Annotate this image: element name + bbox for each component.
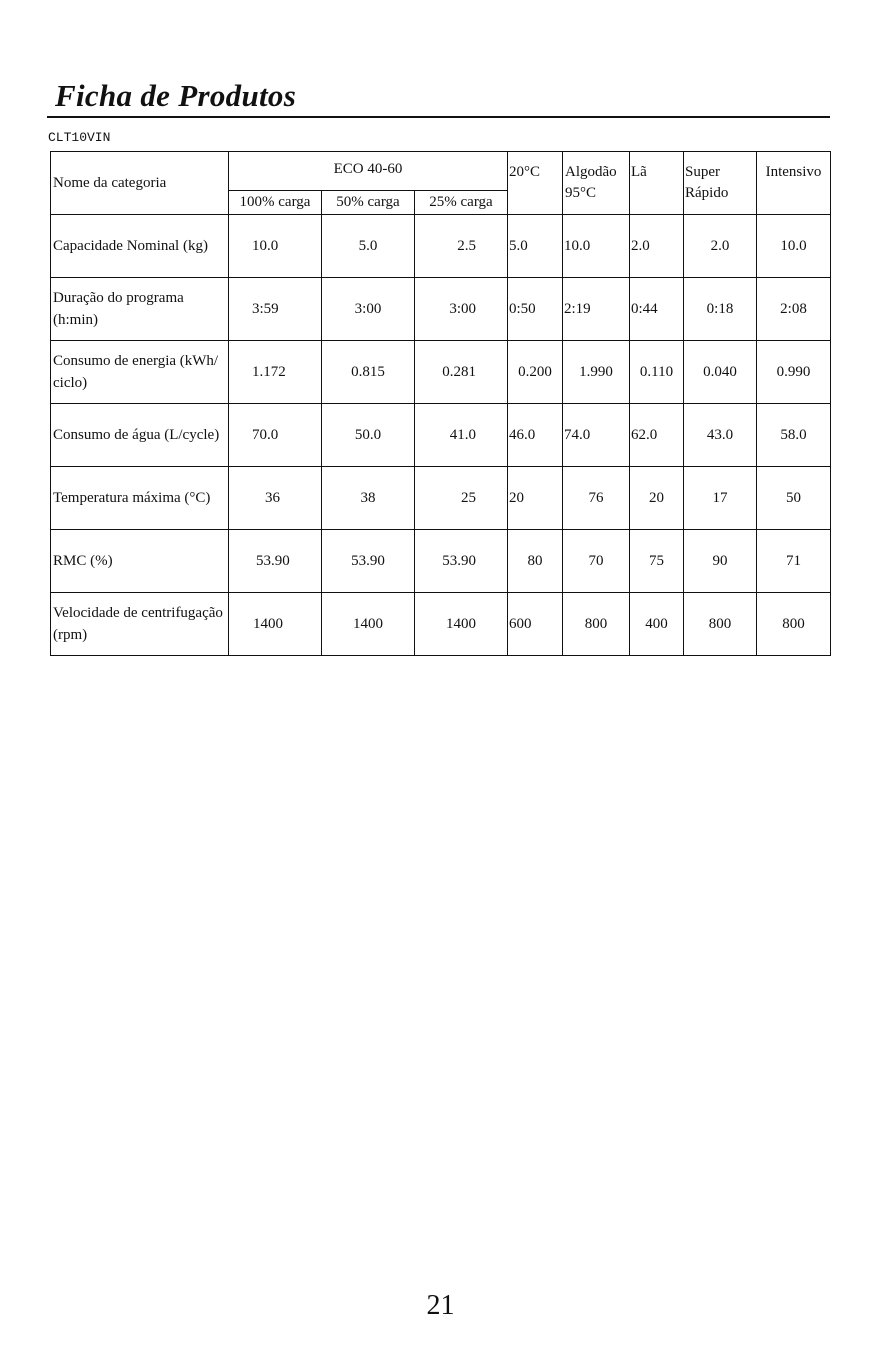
table-cell: 70.0 <box>229 404 322 467</box>
table-cell: 70 <box>563 530 630 593</box>
table-cell: 1.990 <box>563 341 630 404</box>
table-cell: 75 <box>630 530 684 593</box>
row-label: Velocidade de centrifugação (rpm) <box>51 593 229 656</box>
program-header-intensivo: Intensivo <box>757 152 831 215</box>
table-cell: 5.0 <box>322 215 415 278</box>
program-header-super-rapido: Super Rápido <box>684 152 757 215</box>
header-row <box>51 152 831 191</box>
table-cell: 53.90 <box>415 530 508 593</box>
table-cell: 3:59 <box>229 278 322 341</box>
table-cell: 2.5 <box>415 215 508 278</box>
table-cell: 0.815 <box>322 341 415 404</box>
eco-header: ECO 40-60 <box>229 152 508 191</box>
table-row <box>51 404 831 467</box>
table-cell: 5.0 <box>508 215 563 278</box>
page-title: Ficha de Produtos <box>55 78 297 113</box>
table-cell: 53.90 <box>229 530 322 593</box>
program-header-la: Lã <box>630 152 684 215</box>
table-cell: 0:44 <box>630 278 684 341</box>
table-cell: 0:18 <box>684 278 757 341</box>
category-header: Nome da categoria <box>51 152 229 215</box>
table-cell: 43.0 <box>684 404 757 467</box>
row-label: Consumo de energia (kWh/ ciclo) <box>51 341 229 404</box>
table-cell: 76 <box>563 467 630 530</box>
table-cell: 50 <box>757 467 831 530</box>
table-cell: 46.0 <box>508 404 563 467</box>
title-underline <box>47 116 830 118</box>
page-number: 21 <box>426 1290 455 1321</box>
table-cell: 17 <box>684 467 757 530</box>
table-cell: 2.0 <box>684 215 757 278</box>
table-cell: 90 <box>684 530 757 593</box>
table-cell: 1400 <box>322 593 415 656</box>
table-cell: 400 <box>630 593 684 656</box>
table-cell: 10.0 <box>757 215 831 278</box>
table-cell: 800 <box>563 593 630 656</box>
table-cell: 2.0 <box>630 215 684 278</box>
product-spec-table <box>50 151 831 656</box>
table-row <box>51 278 831 341</box>
table-cell: 0.040 <box>684 341 757 404</box>
model-code: CLT10VIN <box>48 130 111 145</box>
table-cell: 20 <box>508 467 563 530</box>
table-cell: 62.0 <box>630 404 684 467</box>
table-cell: 0.200 <box>508 341 563 404</box>
table-cell: 74.0 <box>563 404 630 467</box>
table-cell: 0.990 <box>757 341 831 404</box>
program-header-algodao: Algodão 95°C <box>563 152 630 215</box>
row-label: Temperatura máxima (°C) <box>51 467 229 530</box>
table-cell: 25 <box>415 467 508 530</box>
table-cell: 1.172 <box>229 341 322 404</box>
program-header-20c: 20°C <box>508 152 563 215</box>
eco-subheader-25: 25% carga <box>415 191 508 215</box>
table-row <box>51 530 831 593</box>
table-row <box>51 593 831 656</box>
table-cell: 600 <box>508 593 563 656</box>
table-cell: 10.0 <box>229 215 322 278</box>
table-row <box>51 467 831 530</box>
table-cell: 10.0 <box>563 215 630 278</box>
table-cell: 0:50 <box>508 278 563 341</box>
table-row <box>51 215 831 278</box>
table-cell: 20 <box>630 467 684 530</box>
table-cell: 3:00 <box>415 278 508 341</box>
table-cell: 38 <box>322 467 415 530</box>
table-cell: 80 <box>508 530 563 593</box>
row-label: Capacidade Nominal (kg) <box>51 215 229 278</box>
table-cell: 36 <box>229 467 322 530</box>
table-cell: 0.281 <box>415 341 508 404</box>
table-cell: 3:00 <box>322 278 415 341</box>
table-cell: 2:19 <box>563 278 630 341</box>
table-cell: 41.0 <box>415 404 508 467</box>
table-cell: 1400 <box>229 593 322 656</box>
table-cell: 71 <box>757 530 831 593</box>
table-cell: 0.110 <box>630 341 684 404</box>
table-cell: 800 <box>684 593 757 656</box>
eco-subheader-50: 50% carga <box>322 191 415 215</box>
table-cell: 58.0 <box>757 404 831 467</box>
table-row <box>51 341 831 404</box>
table-cell: 2:08 <box>757 278 831 341</box>
table-cell: 1400 <box>415 593 508 656</box>
row-label: Duração do programa (h:min) <box>51 278 229 341</box>
row-label: RMC (%) <box>51 530 229 593</box>
eco-subheader-100: 100% carga <box>229 191 322 215</box>
table-cell: 53.90 <box>322 530 415 593</box>
table-cell: 50.0 <box>322 404 415 467</box>
table-cell: 800 <box>757 593 831 656</box>
row-label: Consumo de água (L/cycle) <box>51 404 229 467</box>
